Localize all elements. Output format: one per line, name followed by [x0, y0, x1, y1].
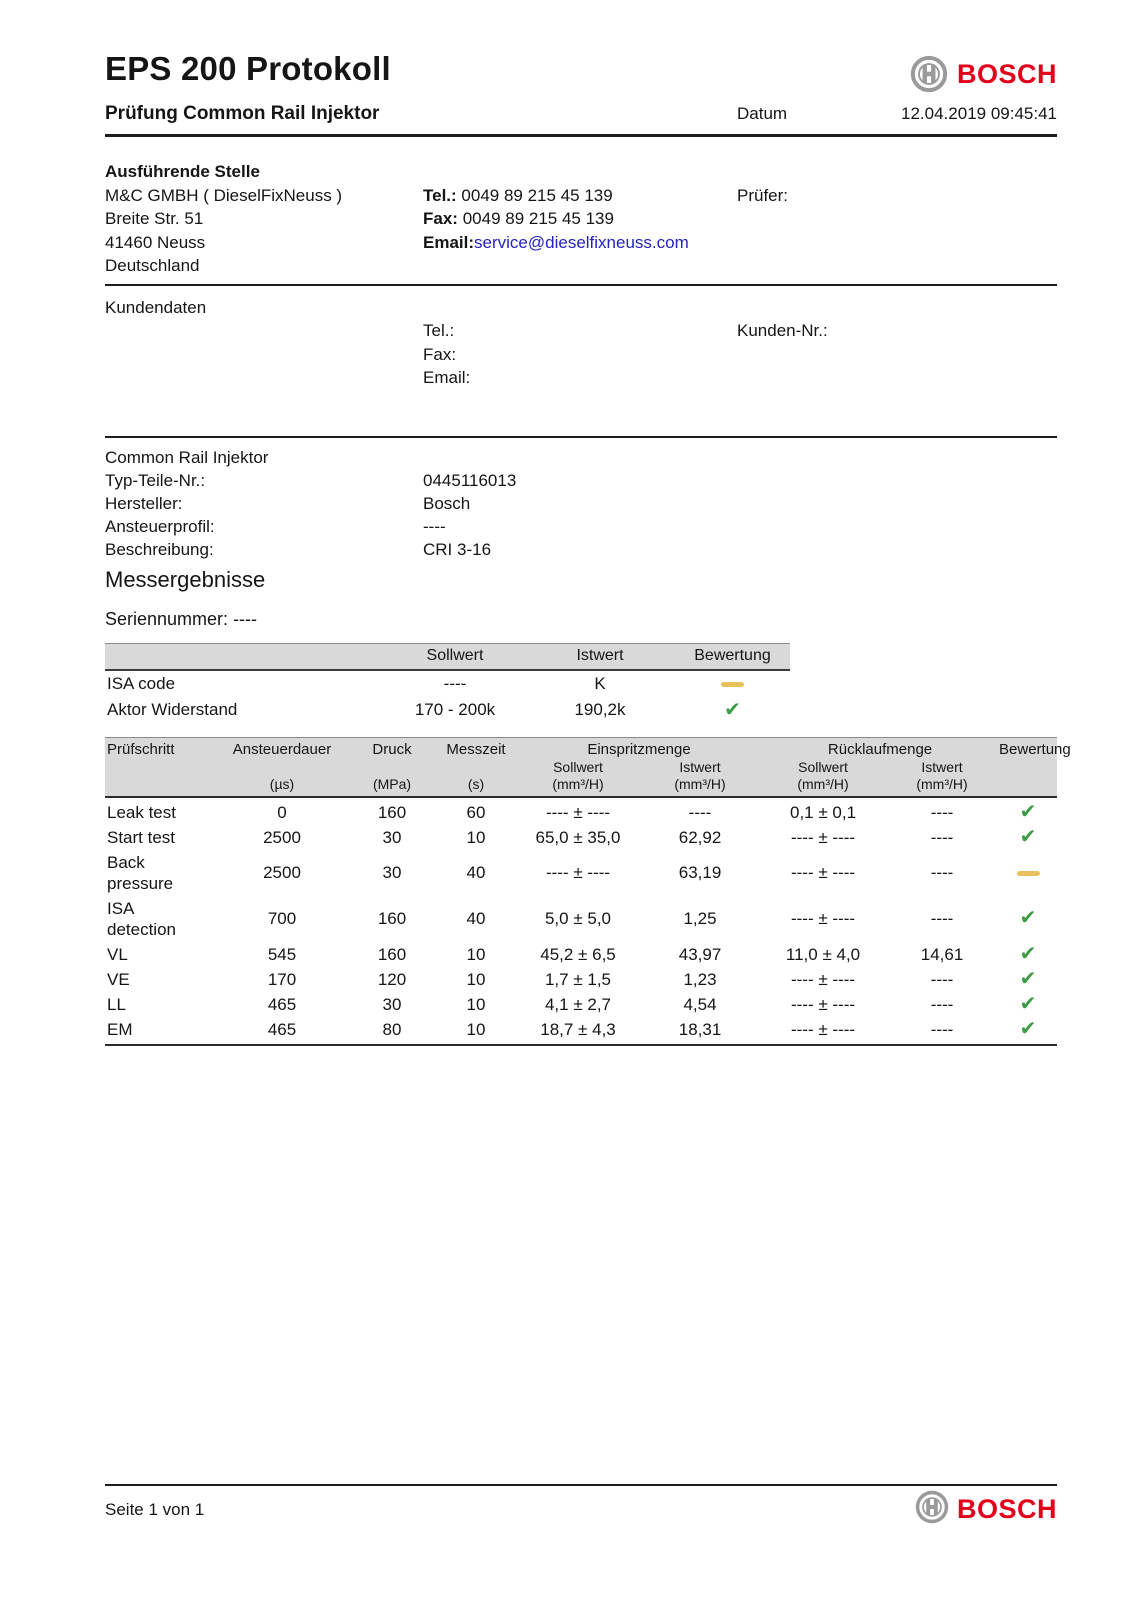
customer-number-column — [737, 296, 1057, 390]
bosch-logo-footer — [915, 1490, 1057, 1529]
bosch-wordmark: BOSCH — [956, 58, 1057, 89]
injector-field-value: ---- — [423, 516, 446, 536]
cell-einspritz-sollwert: 45,2 ± 6,5 — [540, 944, 616, 964]
cell-druck: 80 — [349, 1017, 435, 1045]
office-fax-value: 0049 89 215 45 139 — [462, 209, 614, 228]
injector-field-value: 0445116013 — [423, 470, 517, 490]
injector-field-label: Typ-Teile-Nr.: — [105, 470, 206, 490]
cell-druck: 160 — [377, 909, 407, 928]
date-value: 12.04.2019 09:45:41 — [901, 104, 1057, 123]
header-bewertung: Bewertung — [999, 737, 1057, 758]
serial-label: Seriennummer: — [105, 608, 229, 629]
summary-header-istwert: Istwert — [525, 643, 675, 670]
test-step-name: Start test — [107, 827, 176, 847]
cell-druck: 30 — [382, 863, 402, 882]
injector-field-value: Bosch — [423, 493, 471, 513]
bosch-wordmark: BOSCH — [956, 1494, 1057, 1524]
cell-ruecklauf-istwert: ---- — [930, 969, 954, 989]
office-street: Breite Str. 51 — [105, 209, 204, 228]
main-header-row-1 — [105, 737, 1057, 758]
bosch-armature-icon — [910, 55, 948, 93]
cell-einspritz-sollwert: 5,0 ± 5,0 — [544, 909, 612, 928]
cell-ansteuerdauer: 170 — [267, 969, 297, 989]
office-email-label: Email: — [423, 232, 475, 252]
table-row — [105, 896, 1057, 942]
subheader-einspritz-istwert: Istwert — [639, 758, 761, 775]
cell-einspritz-istwert: 1,25 — [683, 909, 717, 928]
injector-row — [105, 515, 1057, 538]
cell-druck: 30 — [382, 994, 402, 1014]
customer-number-label: Kunden-Nr.: — [737, 321, 828, 340]
cell-messzeit: 10 — [466, 827, 486, 847]
cell-einspritz-sollwert: ---- ± ---- — [545, 863, 611, 882]
page-number: Seite 1 von 1 — [105, 1499, 205, 1519]
cell-ansteuerdauer: 2500 — [263, 827, 301, 847]
table-row — [105, 797, 1057, 825]
cell-einspritz-istwert: 43,97 — [678, 944, 722, 964]
table-row — [105, 850, 1057, 896]
rating-icon: ✔ — [1019, 800, 1037, 823]
page-footer — [105, 1484, 1057, 1529]
cell-ansteuerdauer: 2500 — [263, 863, 301, 882]
cell-ruecklauf-istwert: ---- — [930, 994, 954, 1014]
main-header-row-units — [105, 775, 1057, 797]
header-messzeit: Messzeit — [435, 737, 517, 758]
results-heading: Messergebnisse — [105, 566, 266, 592]
rating-icon: ✔ — [1019, 825, 1037, 848]
cell-ruecklauf-istwert: ---- — [930, 863, 954, 882]
summary-row-sollwert: 170 - 200k — [414, 700, 496, 719]
cell-messzeit: 10 — [466, 944, 486, 964]
document-content — [105, 0, 1071, 1046]
office-tel-value: 0049 89 215 45 139 — [461, 185, 613, 205]
summary-header-bewertung: Bewertung — [675, 643, 790, 670]
cell-ruecklauf-istwert: ---- — [930, 909, 954, 928]
cell-druck: 30 — [382, 827, 402, 847]
cell-ansteuerdauer: 465 — [267, 994, 297, 1014]
summary-row-sollwert: ---- — [443, 673, 467, 693]
subheader-einspritz-sollwert: Sollwert — [517, 758, 639, 775]
document-subtitle: Prüfung Common Rail Injektor — [105, 103, 380, 124]
header-einspritzmenge: Einspritzmenge — [517, 737, 761, 758]
office-email-line — [423, 231, 737, 255]
customer-tel-label: Tel.: — [423, 321, 455, 340]
header-pruefschritt: Prüfschritt — [105, 737, 215, 758]
customer-contact-column — [423, 296, 737, 390]
customer-heading-column — [105, 296, 423, 390]
office-city: 41460 Neuss — [105, 232, 206, 252]
bosch-logo — [910, 55, 1057, 93]
test-step-name: VE — [107, 969, 130, 989]
test-step-name: VL — [107, 944, 128, 964]
cell-einspritz-istwert: 63,19 — [678, 863, 722, 882]
cell-ruecklauf-sollwert: ---- ± ---- — [790, 863, 856, 882]
cell-einspritz-sollwert: 4,1 ± 2,7 — [544, 994, 612, 1014]
office-tel-label: Tel.: — [423, 185, 457, 205]
unit-volume: (mm³/H) — [517, 775, 639, 797]
customer-email-label: Email: — [423, 368, 471, 387]
injector-field-value: CRI 3-16 — [423, 539, 492, 559]
cell-ruecklauf-istwert: ---- — [885, 1017, 999, 1045]
cell-ruecklauf-istwert: ---- — [930, 802, 954, 822]
date-label: Datum — [737, 104, 788, 123]
summary-row-istwert: 190,2k — [574, 700, 626, 719]
cell-einspritz-istwert: 4,54 — [683, 994, 717, 1014]
office-country: Deutschland — [105, 256, 200, 275]
summary-row-label: Aktor Widerstand — [107, 700, 238, 719]
cell-druck: 160 — [377, 944, 407, 964]
cell-messzeit: 10 — [435, 1017, 517, 1045]
table-row — [105, 992, 1057, 1017]
main-header-row-2 — [105, 758, 1057, 775]
cell-ruecklauf-sollwert: ---- ± ---- — [790, 827, 856, 847]
cell-ruecklauf-sollwert: 0,1 ± 0,1 — [789, 802, 857, 822]
header-ansteuerdauer: Ansteuerdauer — [215, 737, 349, 758]
cell-ansteuerdauer: 700 — [267, 909, 297, 928]
divider — [105, 284, 1057, 286]
cell-ruecklauf-sollwert: ---- ± ---- — [790, 909, 856, 928]
rating-icon: ✔ — [1019, 967, 1037, 990]
rating-icon: ✔ — [1019, 907, 1037, 929]
cell-druck: 120 — [377, 969, 407, 989]
cell-ruecklauf-sollwert: ---- ± ---- — [790, 994, 856, 1014]
office-contact-column — [423, 160, 737, 278]
test-step-name: EM — [105, 1017, 215, 1045]
header-ruecklaufmenge: Rücklaufmenge — [761, 737, 999, 758]
customer-section — [105, 296, 1057, 390]
page-title: EPS 200 Protokoll — [105, 50, 391, 87]
office-email-link[interactable]: service@dieselfixneuss.com — [474, 232, 689, 252]
rating-icon: ✔ — [1019, 1017, 1037, 1040]
office-company: M&C GMBH ( DieselFixNeuss ) — [105, 185, 343, 205]
subheader-ruecklauf-sollwert: Sollwert — [761, 758, 885, 775]
unit-ansteuerdauer: (µs) — [215, 775, 349, 797]
cell-einspritz-sollwert: 1,7 ± 1,5 — [544, 969, 612, 989]
cell-druck: 160 — [377, 802, 407, 822]
cell-einspritz-sollwert: 65,0 ± 35,0 — [535, 827, 621, 847]
cell-ansteuerdauer: 545 — [267, 944, 297, 964]
unit-druck: (MPa) — [349, 775, 435, 797]
cell-ruecklauf-sollwert: ---- ± ---- — [761, 1017, 885, 1045]
office-heading: Ausführende Stelle — [105, 162, 260, 181]
cell-messzeit: 60 — [466, 802, 486, 822]
summary-header-sollwert: Sollwert — [385, 643, 525, 670]
serial-number-line — [105, 609, 1057, 630]
injector-section — [105, 446, 1057, 561]
customer-heading: Kundendaten — [105, 297, 207, 317]
injector-field-label: Hersteller: — [105, 493, 183, 513]
injector-heading: Common Rail Injektor — [105, 447, 269, 467]
table-row — [105, 697, 790, 724]
measurement-table — [105, 737, 1071, 1046]
subheader-ruecklauf-istwert: Istwert — [885, 758, 999, 775]
office-fax-label: Fax: — [423, 209, 458, 228]
table-row — [105, 825, 1057, 850]
injector-field-label: Ansteuerprofil: — [105, 516, 215, 536]
injector-row — [105, 469, 1057, 492]
test-step-name: Leak test — [107, 802, 176, 822]
test-step-name: Back pressure — [107, 852, 174, 893]
header-druck: Druck — [349, 737, 435, 758]
cell-ruecklauf-sollwert: 11,0 ± 4,0 — [785, 944, 861, 964]
rating-icon: ✔ — [724, 698, 741, 721]
cell-ruecklauf-istwert: 14,61 — [920, 944, 964, 964]
executing-office-section — [105, 160, 1057, 278]
cell-messzeit: 40 — [466, 909, 486, 928]
office-address-column — [105, 160, 423, 278]
cell-ruecklauf-sollwert: ---- ± ---- — [790, 969, 856, 989]
unit-volume: (mm³/H) — [761, 775, 885, 797]
cell-einspritz-istwert: 18,31 — [639, 1017, 761, 1045]
injector-row — [105, 538, 1057, 561]
serial-value: ---- — [233, 608, 258, 629]
examiner-label: Prüfer: — [737, 185, 789, 205]
unit-messzeit: (s) — [435, 775, 517, 797]
rating-icon: ✔ — [1019, 942, 1037, 965]
bosch-armature-icon — [915, 1490, 949, 1529]
cell-einspritz-istwert: ---- — [688, 802, 712, 822]
test-step-name: ISA detection — [107, 898, 176, 939]
subtitle-row — [105, 103, 1057, 137]
rating-icon — [1017, 871, 1040, 876]
cell-messzeit: 10 — [466, 969, 486, 989]
summary-row-istwert: K — [594, 673, 606, 693]
cell-ruecklauf-istwert: ---- — [930, 827, 954, 847]
table-row — [105, 942, 1057, 967]
table-row — [105, 967, 1057, 992]
summary-row-label: ISA code — [107, 673, 176, 693]
cell-messzeit: 40 — [466, 863, 486, 882]
office-tel-line — [423, 184, 737, 208]
summary-header-row — [105, 643, 790, 670]
examiner-column — [737, 160, 1057, 278]
injector-field-label: Beschreibung: — [105, 539, 214, 559]
office-fax-line — [423, 207, 737, 231]
divider — [105, 436, 1057, 438]
customer-fax-label: Fax: — [423, 344, 457, 364]
unit-volume: (mm³/H) — [885, 775, 999, 797]
injector-row — [105, 492, 1057, 515]
summary-table — [105, 643, 790, 724]
rating-icon — [721, 682, 744, 687]
cell-ansteuerdauer: 0 — [277, 802, 287, 822]
cell-einspritz-sollwert: 18,7 ± 4,3 — [517, 1017, 639, 1045]
table-row — [105, 670, 790, 697]
cell-messzeit: 10 — [466, 994, 486, 1014]
cell-einspritz-istwert: 1,23 — [683, 969, 717, 989]
cell-einspritz-istwert: 62,92 — [678, 827, 722, 847]
cell-ansteuerdauer: 465 — [215, 1017, 349, 1045]
rating-icon: ✔ — [1019, 992, 1037, 1015]
test-step-name: LL — [107, 994, 126, 1014]
table-row — [105, 1017, 1057, 1045]
cell-einspritz-sollwert: ---- ± ---- — [545, 802, 611, 822]
unit-volume: (mm³/H) — [639, 775, 761, 797]
